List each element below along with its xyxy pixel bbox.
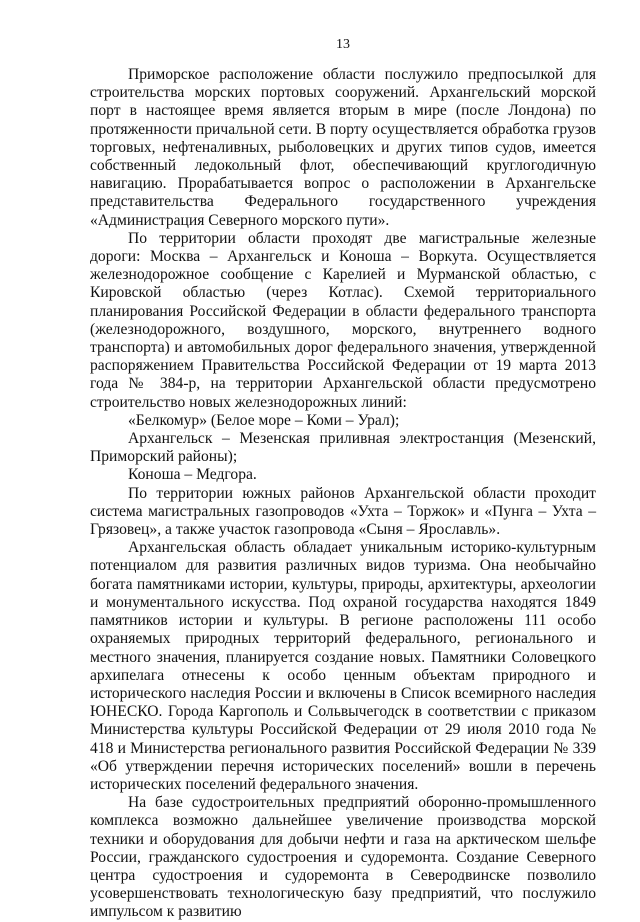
paragraph-railways: По территории области проходят две магистральные железные дороги: Москва – Архангельск и Коноша – Воркута. Осуществляется железнодорожное сообщение с Карелией и Мурманской областью, с Кировской областью (через Котлас). Схемой территориального планирования Российской Федерации в области федерального транспорта (железнодорожного, воздушного, морского, внутреннего водного транспорта) и автомобильных дорог федерального значения, утвержденной распоряжением Правительства Российской Федерации от 19 марта 2013 года № 384-р, на территории Архангельской области предусмотрено строительство новых железнодорожных линий: bbox=[90, 229, 596, 411]
list-item-belkomur: «Белкомур» (Белое море – Коми – Урал); bbox=[128, 411, 400, 429]
paragraph-seaport: Приморское расположение области послужило предпосылкой для строительства морских портовых сооружений. Архангельский морской порт в настоящее время является вторым в мире (после Лондона) по протяженности причальной сети. В порту осуществляется обработка грузов торговых, нефтеналивных, рыболовецких и других типов судов, имеется собственный ледокольный флот, обеспечивающий круглогодичную навигацию. Прорабатывается вопрос о расположении в Архангельске представительства Федерального государственного учреждения «Администрация Северного морского пути». bbox=[90, 66, 596, 229]
list-item-konosha-medgora: Коноша – Медгора. bbox=[128, 466, 257, 484]
paragraph-gas-pipelines: По территории южных районов Архангельской области проходит система магистральных газопроводов «Ухта – Торжок» и «Пунга – Ухта – Грязовец», а также участок газопровода «Сыня – Ярославль». bbox=[90, 484, 596, 539]
page-number: 13 bbox=[336, 37, 350, 52]
document-page bbox=[90, 36, 596, 922]
paragraph-shipbuilding: На базе судостроительных предприятий оборонно-промышленного комплекса возможно дальнейшее увеличение производства морской техники и оборудования для добычи нефти и газа на арктическом шельфе России, гражданского судостроения и судоремонта. Создание Северного центра судостроения и судоремонта в Северодвинске позволило усовершенствовать технологическую базу предприятий, что послужило импульсом к развитию bbox=[90, 794, 596, 921]
paragraph-tourism-heritage: Архангельская область обладает уникальным историко-культурным потенциалом для развития различных видов туризма. Она необычайно богата памятниками истории, культуры, природы, архитектуры, археологии и монументального искусства. Под охраной государства находятся 1849 памятников истории и культуры. В регионе расположены 111 особо охраняемых природных территорий федерального, регионального и местного значения, планируется создание новых. Памятники Соловецкого архипелага отнесены к особо ценным объектам природного и исторического наследия России и включены в Список всемирного наследия ЮНЕСКО. Города Каргополь и Сольвычегодск в соответствии с приказом Министерства культуры Российской Федерации от 29 июля 2010 года № 418 и Министерства регионального развития Российской Федерации № 339 «Об утверждении перечня исторических поселений» вошли в перечень исторических поселений федерального значения. bbox=[90, 539, 596, 793]
list-item-arkhangelsk-mezen: Архангельск – Мезенская приливная электростанция (Мезенский, Приморский районы); bbox=[90, 430, 596, 466]
